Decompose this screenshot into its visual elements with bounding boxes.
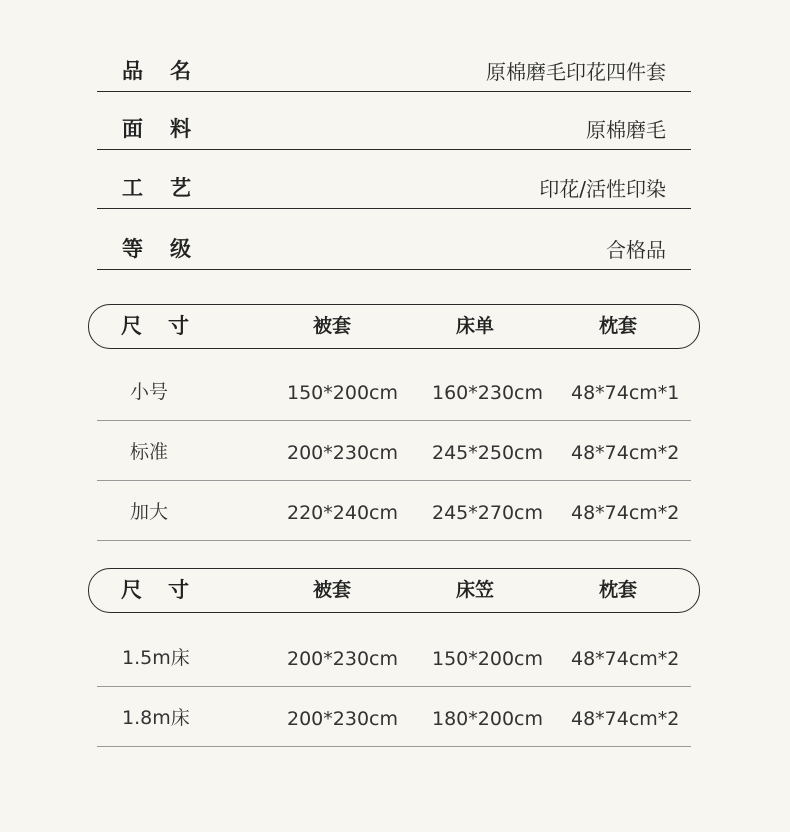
product-spec-list bbox=[97, 34, 691, 270]
spec-label-char: 级 bbox=[170, 237, 192, 261]
spec-label-char: 艺 bbox=[170, 176, 192, 200]
row-pillowcase-size: 48*74cm*2 bbox=[571, 442, 680, 464]
row-duvet-size: 200*230cm bbox=[287, 648, 398, 670]
row-sheet-size: 245*270cm bbox=[432, 502, 543, 524]
row-duvet-size: 220*240cm bbox=[287, 502, 398, 524]
header-col-duvet: 被套 bbox=[313, 315, 352, 337]
row-duvet-size: 150*200cm bbox=[287, 382, 398, 404]
row-fitted-sheet-size: 150*200cm bbox=[432, 648, 543, 670]
row-pillowcase-size: 48*74cm*2 bbox=[571, 708, 680, 730]
spec-row-grade bbox=[97, 209, 691, 270]
spec-label-char: 品 bbox=[122, 59, 144, 83]
header-label-char: 尺 bbox=[121, 314, 142, 338]
spec-label bbox=[122, 55, 192, 85]
row-size-name: 小号 bbox=[130, 381, 169, 403]
spec-value: 合格品 bbox=[606, 238, 666, 262]
row-fitted-sheet-size: 180*200cm bbox=[432, 708, 543, 730]
header-col-pillowcase: 枕套 bbox=[599, 579, 638, 601]
spec-value: 印花/活性印染 bbox=[539, 177, 666, 201]
row-duvet-size: 200*230cm bbox=[287, 708, 398, 730]
spec-row-fabric bbox=[97, 92, 691, 150]
row-sheet-size: 160*230cm bbox=[432, 382, 543, 404]
spec-label-char: 名 bbox=[170, 59, 192, 83]
row-sheet-size: 245*250cm bbox=[432, 442, 543, 464]
spec-label-char: 料 bbox=[170, 117, 192, 141]
spec-label-char: 等 bbox=[122, 237, 144, 261]
table-row bbox=[97, 481, 691, 541]
table-row bbox=[97, 628, 691, 687]
row-pillowcase-size: 48*74cm*2 bbox=[571, 648, 680, 670]
row-size-name: 标准 bbox=[130, 441, 169, 463]
spec-label bbox=[122, 172, 192, 202]
header-col-pillowcase: 枕套 bbox=[599, 315, 638, 337]
spec-label-char: 工 bbox=[122, 176, 144, 200]
row-duvet-size: 200*230cm bbox=[287, 442, 398, 464]
header-col-sheet: 床单 bbox=[456, 315, 495, 337]
header-label bbox=[121, 305, 189, 348]
row-size-name: 加大 bbox=[130, 501, 169, 523]
header-label-char: 寸 bbox=[168, 578, 189, 602]
spec-value: 原棉磨毛印花四件套 bbox=[486, 60, 666, 84]
size-table-body bbox=[97, 628, 691, 747]
header-col-duvet: 被套 bbox=[313, 579, 352, 601]
size-table-header bbox=[88, 304, 700, 349]
size-table-sheet bbox=[88, 304, 700, 541]
spec-row-craft bbox=[97, 150, 691, 209]
spec-label bbox=[122, 113, 192, 143]
header-col-fitted-sheet: 床笠 bbox=[456, 579, 495, 601]
size-table-header bbox=[88, 568, 700, 613]
spec-label-char: 面 bbox=[122, 117, 144, 141]
row-size-name: 1.8m床 bbox=[122, 707, 190, 729]
table-row bbox=[97, 362, 691, 421]
row-pillowcase-size: 48*74cm*2 bbox=[571, 502, 680, 524]
spec-label bbox=[122, 233, 192, 263]
spec-row-name bbox=[97, 34, 691, 92]
header-label bbox=[121, 569, 189, 612]
table-row bbox=[97, 421, 691, 481]
size-table-body bbox=[97, 362, 691, 541]
table-row bbox=[97, 687, 691, 747]
row-size-name: 1.5m床 bbox=[122, 647, 190, 669]
header-label-char: 尺 bbox=[121, 578, 142, 602]
row-pillowcase-size: 48*74cm*1 bbox=[571, 382, 680, 404]
header-label-char: 寸 bbox=[168, 314, 189, 338]
spec-value: 原棉磨毛 bbox=[586, 118, 666, 142]
size-table-fitted bbox=[88, 568, 700, 747]
